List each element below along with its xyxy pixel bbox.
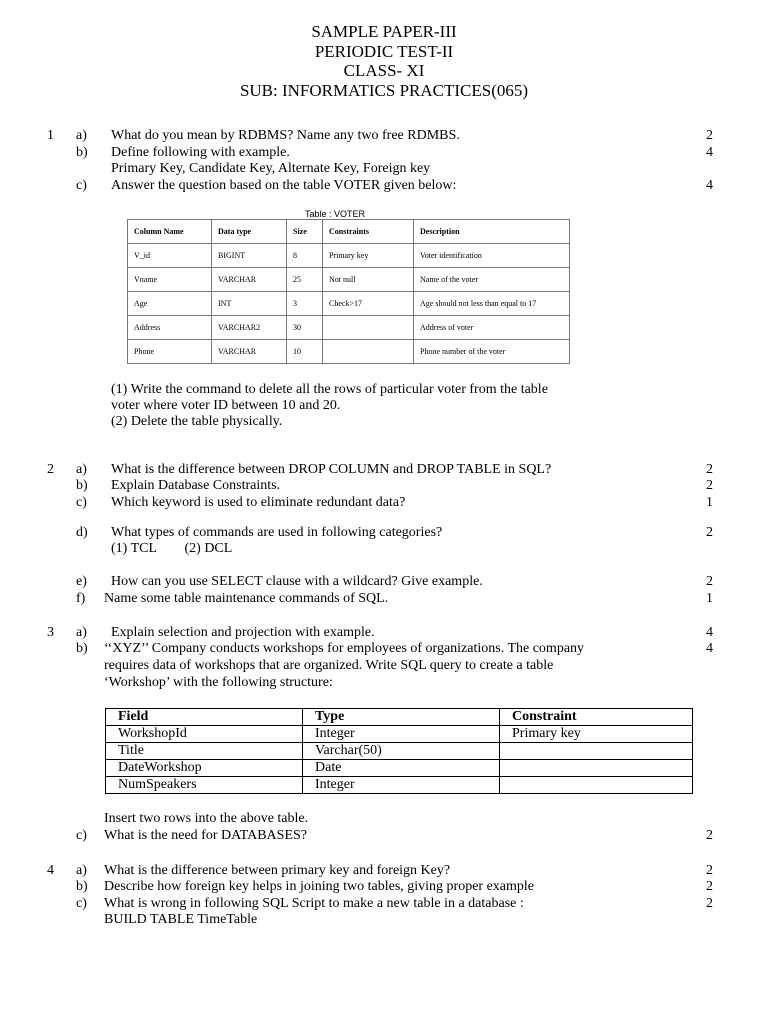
question-text: (1) TCL (2) DCL (111, 541, 233, 556)
question-text: Answer the question based on the table VOTER given below: (111, 178, 457, 193)
question-text: (1) Write the command to delete all the rows of particular voter from the table (111, 382, 548, 397)
sub-label: c) (76, 896, 87, 911)
table-cell: 3 (287, 292, 323, 316)
question-text: Describe how foreign key helps in joining two tables, giving proper example (104, 879, 535, 894)
marks: 4 (706, 145, 713, 160)
table-row (106, 760, 693, 777)
marks: 4 (706, 178, 713, 193)
table-row (128, 244, 570, 268)
table-cell: Phone (128, 340, 212, 364)
table-cell: VARCHAR2 (212, 316, 287, 340)
table-cell: Phone number of the voter (414, 340, 570, 364)
sub-label: c) (76, 495, 87, 510)
table-cell: 10 (287, 340, 323, 364)
question-text: Insert two rows into the above table. (104, 811, 309, 826)
table-cell: V_id (128, 244, 212, 268)
table-cell: Address (128, 316, 212, 340)
table-row (106, 777, 693, 794)
sub-label: a) (76, 863, 87, 878)
marks: 1 (706, 495, 713, 510)
question-text: Explain Database Constraints. (111, 478, 281, 493)
table-cell: DateWorkshop (106, 760, 303, 777)
table-cell: Check>17 (323, 292, 414, 316)
marks: 2 (706, 478, 713, 493)
sub-label: b) (76, 879, 88, 894)
table-cell: Primary key (323, 244, 414, 268)
table-header-cell: Column Name (128, 220, 212, 244)
table-row (128, 292, 570, 316)
question-number: 1 (47, 128, 54, 143)
workshop-table (105, 708, 693, 794)
sub-label: c) (76, 178, 87, 193)
table-header-cell: Type (303, 709, 500, 726)
voter-table-caption: Table : VOTER (305, 209, 366, 219)
test-name: PERIODIC TEST-II (314, 41, 454, 61)
marks: 2 (706, 896, 713, 911)
table-header-row (106, 709, 693, 726)
table-cell: 30 (287, 316, 323, 340)
table-row (128, 268, 570, 292)
question-text: ‘‘XYZ’’ Company conducts workshops for employees of organizations. The company (104, 641, 585, 656)
table-cell: Primary key (500, 726, 693, 743)
table-cell: 25 (287, 268, 323, 292)
question-text: Explain selection and projection with example. (111, 625, 375, 640)
table-cell: Age (128, 292, 212, 316)
table-cell: Not null (323, 268, 414, 292)
table-row (106, 743, 693, 760)
table-header-row (128, 220, 570, 244)
table-cell (500, 743, 693, 760)
table-cell: Address of voter (414, 316, 570, 340)
table-row (106, 726, 693, 743)
marks: 2 (706, 574, 713, 589)
question-text: What is wrong in following SQL Script to make a new table in a database : (104, 896, 524, 911)
table-cell: VARCHAR (212, 340, 287, 364)
question-text: What is the need for DATABASES? (104, 828, 308, 843)
paper-title: SAMPLE PAPER-III (311, 22, 457, 41)
table-cell (323, 340, 414, 364)
table-cell (500, 760, 693, 777)
class-name: CLASS- XI (343, 61, 425, 80)
sub-label: e) (76, 574, 87, 589)
table-cell: Name of the voter (414, 268, 570, 292)
sub-label: b) (76, 478, 88, 493)
question-text: What do you mean by RDBMS? Name any two free RDMBS. (111, 128, 460, 143)
table-cell: VARCHAR (212, 268, 287, 292)
table-cell: Voter identification (414, 244, 570, 268)
table-cell (500, 777, 693, 794)
question-number: 4 (47, 863, 54, 878)
table-header-cell: Size (287, 220, 323, 244)
question-text: What is the difference between primary key and foreign Key? (104, 863, 451, 878)
table-row (128, 316, 570, 340)
question-number: 2 (47, 462, 54, 477)
table-cell: Date (303, 760, 500, 777)
paper-header (0, 22, 768, 100)
voter-table (127, 219, 570, 364)
table-cell: Integer (303, 726, 500, 743)
question-text: How can you use SELECT clause with a wildcard? Give example. (111, 574, 483, 589)
table-cell (323, 316, 414, 340)
marks: 2 (706, 879, 713, 894)
marks: 2 (706, 462, 713, 477)
question-text: (2) Delete the table physically. (111, 414, 283, 429)
sub-label: c) (76, 828, 87, 843)
marks: 4 (706, 625, 713, 640)
marks: 1 (706, 591, 713, 606)
question-text: voter where voter ID between 10 and 20. (111, 398, 341, 413)
table-cell: Integer (303, 777, 500, 794)
marks: 4 (706, 641, 713, 656)
question-text: What is the difference between DROP COLUMN and DROP TABLE in SQL? (111, 462, 552, 477)
table-cell: Varchar(50) (303, 743, 500, 760)
marks: 2 (706, 863, 713, 878)
table-header-cell: Constraint (500, 709, 693, 726)
table-header-cell: Description (414, 220, 570, 244)
table-header-cell: Constraints (323, 220, 414, 244)
question-text: requires data of workshops that are organized. Write SQL query to create a table (104, 658, 554, 673)
marks: 2 (706, 828, 713, 843)
table-cell: INT (212, 292, 287, 316)
question-text: What types of commands are used in following categories? (111, 525, 443, 540)
table-header-cell: Field (106, 709, 303, 726)
sub-label: b) (76, 641, 88, 656)
marks: 2 (706, 128, 713, 143)
table-cell: Vname (128, 268, 212, 292)
sub-label: f) (76, 591, 86, 606)
subject-name: SUB: INFORMATICS PRACTICES(065) (239, 80, 529, 100)
marks: 2 (706, 525, 713, 540)
question-text: Which keyword is used to eliminate redundant data? (111, 495, 406, 510)
sub-label: a) (76, 128, 87, 143)
sub-label: a) (76, 462, 87, 477)
question-text: BUILD TABLE TimeTable (104, 912, 258, 927)
sub-label: d) (76, 525, 88, 540)
question-text: Define following with example. (111, 145, 290, 160)
table-cell: WorkshopId (106, 726, 303, 743)
sub-label: a) (76, 625, 87, 640)
table-cell: BIGINT (212, 244, 287, 268)
table-cell: Title (106, 743, 303, 760)
question-text: Primary Key, Candidate Key, Alternate Key, Foreign key (111, 161, 431, 176)
table-cell: NumSpeakers (106, 777, 303, 794)
sub-label: b) (76, 145, 88, 160)
question-text: ‘Workshop’ with the following structure: (104, 675, 333, 690)
table-row (128, 340, 570, 364)
question-text: Name some table maintenance commands of SQL. (104, 591, 389, 606)
table-header-cell: Data type (212, 220, 287, 244)
table-cell: Age should not less than equal to 17 (414, 292, 570, 316)
question-number: 3 (47, 625, 54, 640)
table-cell: 8 (287, 244, 323, 268)
